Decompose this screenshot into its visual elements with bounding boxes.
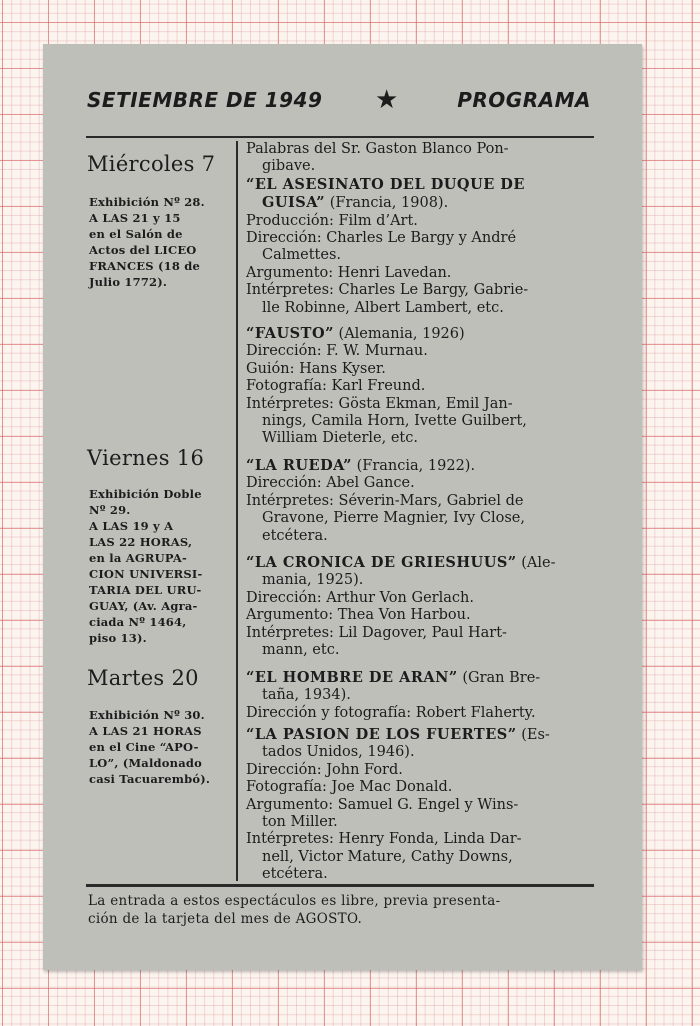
program-line [246, 849, 592, 866]
program-line [246, 687, 592, 704]
program-line [246, 475, 592, 492]
program-line [246, 607, 592, 624]
header-title: PROGRAMA [457, 88, 591, 112]
program-text: Intérpretes: Charles Le Bargy, Gabrie- [246, 282, 529, 299]
program-line [246, 413, 592, 430]
footer-line: ción de la tarjeta del mes de AGOSTO. [88, 911, 363, 927]
exhibition-line: CION UNIVERSI- [89, 567, 203, 581]
exhibition-line: en la AGRUPA- [89, 551, 187, 565]
header-month: SETIEMBRE DE 1949 [87, 88, 323, 112]
program-line [246, 230, 592, 247]
date-heading: Viernes 16 [87, 446, 205, 470]
program-text: (Alemania, 1926) [333, 326, 465, 342]
program-line [246, 158, 592, 175]
program-text: Guión: Hans Kyser. [246, 360, 386, 377]
star-icon: ★ [375, 85, 399, 115]
program-text: mann, etc. [262, 642, 340, 659]
program-line [246, 378, 592, 395]
exhibition-line: Nº 29. [89, 503, 131, 517]
date-heading: Miércoles 7 [87, 152, 216, 176]
program-text: nings, Camila Horn, Ivette Guilbert, [262, 413, 527, 430]
exhibition-line: Exhibición Nº 28. [89, 195, 205, 209]
program-line [246, 343, 592, 360]
program-text: tados Unidos, 1946). [262, 744, 415, 761]
program-text: Intérpretes: Gösta Ekman, Emil Jan- [246, 395, 513, 412]
footer-note [88, 892, 598, 928]
program-block [246, 669, 592, 722]
exhibition-details [89, 486, 229, 646]
program-text: William Dieterle, etc. [262, 430, 418, 447]
exhibition-line: FRANCES (18 de [89, 259, 200, 273]
column-divider [236, 141, 238, 881]
program-text: (Gran Bre- [457, 670, 541, 686]
program-text: Dirección y fotografía: Robert Flaherty. [246, 704, 536, 721]
program-line [246, 176, 592, 194]
program-line [246, 554, 592, 572]
program-text: lle Robinne, Albert Lambert, etc. [262, 299, 504, 316]
program-line [246, 590, 592, 607]
exhibition-line: LAS 22 HORAS, [89, 535, 193, 549]
program-line [246, 213, 592, 230]
program-text: (Es- [516, 727, 550, 743]
program-text: etcétera. [262, 866, 328, 883]
program-line [246, 265, 592, 282]
program-text: Dirección: Abel Gance. [246, 475, 415, 492]
film-title: “FAUSTO” [246, 325, 334, 342]
program-line [246, 141, 592, 158]
film-title: GUISA” [262, 194, 326, 212]
program-line [246, 396, 592, 413]
program-line [246, 669, 592, 687]
film-title: “LA CRONICA DE GRIESHUUS” [246, 554, 517, 571]
program-line [246, 866, 592, 883]
program-line [246, 572, 592, 589]
exhibition-line: piso 13). [89, 631, 147, 645]
exhibition-line: TARIA DEL URU- [89, 583, 202, 597]
program-card [43, 44, 642, 970]
program-line [246, 493, 592, 510]
program-line [246, 831, 592, 848]
exhibition-details [89, 194, 229, 290]
program-line [246, 194, 592, 212]
program-text: Fotografía: Joe Mac Donald. [246, 779, 453, 796]
header [87, 85, 591, 115]
exhibition-line: A LAS 21 HORAS [89, 724, 202, 738]
program-block [246, 141, 592, 317]
program-block [246, 554, 592, 659]
program-text: mania, 1925). [262, 572, 364, 589]
program-line [246, 726, 592, 744]
program-line [246, 528, 592, 545]
program-text: Palabras del Sr. Gaston Blanco Pon- [246, 141, 509, 157]
program-text: taña, 1934). [262, 687, 351, 704]
bottom-rule [86, 884, 594, 887]
program-line [246, 247, 592, 264]
program-text: Argumento: Thea Von Harbou. [246, 607, 471, 624]
program-text: Calmettes. [262, 247, 341, 264]
program-text: Fotografía: Karl Freund. [246, 378, 426, 395]
program-line [246, 282, 592, 299]
exhibition-line: casi Tacuarembó). [89, 772, 211, 786]
program-line [246, 705, 592, 722]
program-text: Argumento: Samuel G. Engel y Wins- [246, 796, 519, 813]
program-line [246, 779, 592, 796]
program-text: Producción: Film d’Art. [246, 212, 418, 229]
film-title: “LA RUEDA” [246, 457, 353, 474]
film-title: “EL HOMBRE DE ARAN” [246, 669, 458, 686]
program-block [246, 726, 592, 884]
date-heading: Martes 20 [87, 666, 199, 690]
program-text: Gravone, Pierre Magnier, Ivy Close, [262, 510, 525, 527]
program-text: (Francia, 1908). [325, 195, 449, 212]
program-line [246, 510, 592, 527]
film-title: “EL ASESINATO DEL DUQUE DE [246, 175, 525, 193]
top-rule [86, 136, 594, 138]
program-text: Intérpretes: Henry Fonda, Linda Dar- [246, 831, 522, 848]
program-block [246, 457, 592, 545]
program-line [246, 642, 592, 659]
exhibition-line: ciada Nº 1464, [89, 615, 187, 629]
program-line [246, 325, 592, 343]
program-line [246, 744, 592, 761]
exhibition-line: Exhibición Doble [89, 487, 202, 501]
exhibition-line: Actos del LICEO [89, 243, 197, 257]
program-line [246, 625, 592, 642]
program-text: etcétera. [262, 527, 328, 544]
exhibition-line: Exhibición Nº 30. [89, 708, 205, 722]
exhibition-line: A LAS 19 y A [89, 519, 174, 533]
exhibition-line: LO”, (Maldonado [89, 756, 202, 770]
exhibition-line: en el Cine “APO- [89, 740, 199, 754]
exhibition-line: A LAS 21 y 15 [89, 211, 181, 225]
program-text: nell, Victor Mature, Cathy Downs, [262, 848, 513, 865]
program-line [246, 457, 592, 475]
program-text: Dirección: Charles Le Bargy y André [246, 230, 517, 247]
program-text: gibave. [262, 158, 316, 175]
program-text: Intérpretes: Lil Dagover, Paul Hart- [246, 624, 507, 641]
program-text: (Francia, 1922). [352, 458, 476, 474]
exhibition-line: Julio 1772). [89, 275, 168, 289]
program-text: (Ale- [516, 555, 556, 571]
program-line [246, 361, 592, 378]
program-text: Dirección: Arthur Von Gerlach. [246, 589, 474, 606]
program-text: ton Miller. [262, 814, 338, 831]
program-text: Intérpretes: Séverin-Mars, Gabriel de [246, 492, 524, 509]
program-line [246, 797, 592, 814]
program-text: Dirección: John Ford. [246, 761, 403, 778]
program-line [246, 762, 592, 779]
program-text: Dirección: F. W. Murnau. [246, 343, 428, 360]
exhibition-details [89, 707, 229, 787]
exhibition-line: GUAY, (Av. Agra- [89, 599, 198, 613]
program-text: Argumento: Henri Lavedan. [246, 264, 452, 281]
program-line [246, 814, 592, 831]
film-title: “LA PASION DE LOS FUERTES” [246, 726, 517, 743]
program-line [246, 300, 592, 317]
exhibition-line: en el Salón de [89, 227, 183, 241]
footer-line: La entrada a estos espectáculos es libre, previa presenta- [88, 893, 501, 909]
program-line [246, 430, 592, 447]
program-block [246, 325, 592, 448]
